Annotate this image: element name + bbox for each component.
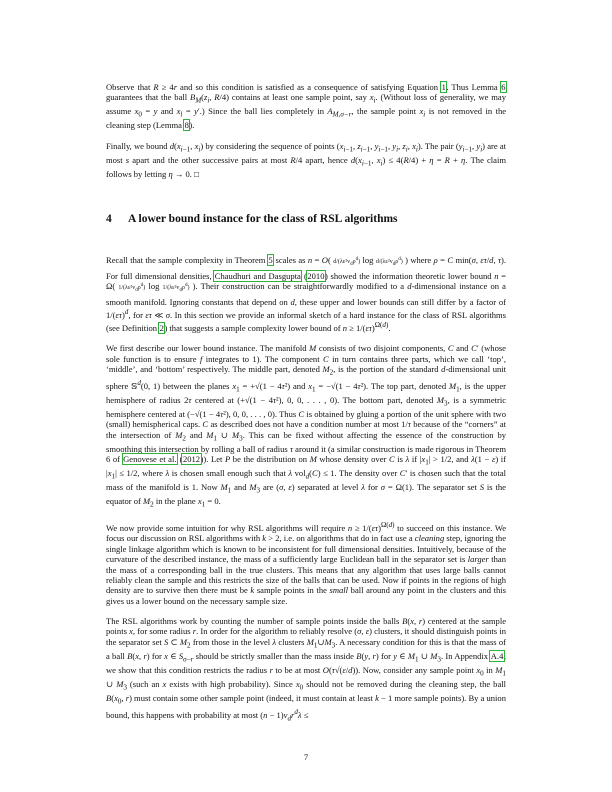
paragraph-finally: Finally, we bound $d(x_{i-1}$, $x_i$) by considering the sequence of points ($x_{i-1}$, $z_{i-1}$, $y_{i-1}$, $y_i$, $z_i$, $x_i$). The pair ($y_{i-1}$, $y_i$) are at most s apart and the other successive pairs at most R/4 apart, hence $d(x_{i-1}$, $x_i) \le 4(R/4) + \eta = R + \eta$. The claim follows by letting η → 0. □ xyxy=(106,140,507,179)
ref-appendix-a4[interactable]: A.4 xyxy=(490,650,504,661)
section-heading xyxy=(106,213,506,225)
paragraph-observe: Observe that R ≥ 4r and so this condition is satisfied as a consequence of satisfying Equation 1. Thus Lemma 6 guarantees that the ball $B_M(z_i$, R/4) contains at least one sample point, say $x_i$. (Without loss of generality, we may assume $x_0 = y$ and $x_l = y'$.) Since the ball lies completely in $A_{M,\sigma-r}$, the sample point $x_i$ is not removed in the cleaning step (Lemma 8). xyxy=(106,82,507,131)
ref-year-2010[interactable]: 2010 xyxy=(307,270,325,281)
ref-chaudhuri-dasgupta[interactable]: Chaudhuri and Dasgupta xyxy=(214,270,301,281)
paragraph-recall: Recall that the sample complexity in Theorem 5 scales as n = O( $d/(\lambda\varepsilon^2v_d\rho^d)$ $\log d/(\lambda\varepsilon^2v_d\rho^d)$ ) where ρ = C min(σ, ετ/d, τ). For full dimensional densities, Chaudhuri and Dasgupta (2010) showed the information theoretic lower bound n = Ω( $1/(\lambda\varepsilon^2v_d\rho^d)$ $\log 1/(\lambda\varepsilon^2v_d\rho^d)$ ). Their construction can be straightforwardly modified to a d-dimensional instance on a smooth manifold. Ignoring constants that depend on d, these upper and lower bounds can still differ by a factor of $1/(\varepsilon\tau)^d$, for ετ ≪ σ. In this section we provide an informal sketch of a hard instance for the class of RSL algorithms (see Definition 2) that suggests a sample complexity lower bound of $n \ge 1/(\varepsilon\tau)^{\Omega(d)}$. xyxy=(106,255,507,333)
section-title: A lower bound instance for the class of RSL algorithms xyxy=(128,213,398,226)
ref-equation-1[interactable]: 1 xyxy=(441,82,446,92)
ref-lemma-8[interactable]: 8 xyxy=(184,120,189,131)
paragraph-intuition: We now provide some intuition for why RSL algorithms will require $n \ge 1/(\varepsilon\tau)^{\Omega(d)}$ to succeed on this instance. We focus our discussion on RSL algorithms with k > 2, i.e. on algorithms that do in fact use a cleaning step, ignoring the single linkage algorithm which is known to be inconsistent for full dimensional densities. Intuitively, because of the curvature of the described instance, the mass of a sufficiently large Euclidean ball in the separator set is larger than the mass of a corresponding ball in the true clusters. This means that any algorithm that uses large balls cannot reliably clean the sample and this restricts the size of the balls that can be used. Now if points in the regions of high density are to survive then there must be k sample points in the small ball around any point in the clusters and this gives us a lower bound on the necessary sample size. xyxy=(106,521,507,606)
ref-genovese[interactable]: Genovese et al. xyxy=(123,454,177,465)
paragraph-rsl-counting: The RSL algorithms work by counting the number of sample points inside the balls B(x, r) centered at the sample points x, for some radius r. In order for the algorithm to reliably resolve (σ, ε) clusters, it should distinguish points in the separator set S ⊂ $M_2$ from those in the level λ clusters $M_1\cup M_3$. A necessary condition for this is that the mass of a ball B(x, r) for x ∈ $S_{\sigma-r}$ should be strictly smaller than the mass inside B(y, r) for y ∈ $M_1$ ∪ $M_3$. In Appendix A.4, we show that this condition restricts the radius r to be at most O(τ√(ε/d)). Now, consider any sample point $x_0$ in $M_1$ ∪ $M_3$ (such an x exists with high probability). Since $x_0$ should not be removed during the cleaning step, the ball $B(x_0$, r) must contain some other sample point (indeed, it must contain at least k − 1 more sample points). By a union bound, this happens with probability at most $(n - 1)v_dr^d\lambda$ ≤ xyxy=(106,615,507,723)
page-body xyxy=(106,82,506,724)
ref-year-2012[interactable]: 2012 xyxy=(182,454,201,465)
page-number: 7 xyxy=(303,752,309,762)
ref-theorem-5[interactable]: 5 xyxy=(268,255,273,266)
ref-lemma-6[interactable]: 6 xyxy=(501,82,506,92)
section-number: 4 xyxy=(106,213,112,226)
ref-definition-2[interactable]: 2 xyxy=(159,323,164,333)
paragraph-lower-bound-instance: We first describe our lower bound instance. The manifold M consists of two disjoint components, C and C′ (whose sole function is to ensure f integrates to 1). The component C in turn contains three parts, which we call ‘top’, ‘middle’, and ‘bottom’ respectively. The middle part, denoted $M_2$, is the portion of the standard d-dimensional unit sphere 𝕊$^d$(0, 1) between the planes $x_1 = +√(1 - 4\tau^2)$ and $x_1 = -√(1 - 4\tau^2)$. The top part, denoted $M_1$, is the upper hemisphere of radius 2τ centered at (+√(1 − 4τ²), 0, 0, . . . , 0). The bottom part, denoted $M_3$, is a symmetric hemisphere centered at (−√(1 − 4τ²), 0, 0, . . . , 0). Thus C is obtained by gluing a portion of the unit sphere with two (small) hemispherical caps. C as described does not have a condition number at most 1/τ because of the “corners” at the intersection of $M_2$ and $M_1$ ∪ $M_3$. This can be fixed without affecting the essence of the construction by smoothing this intersection by rolling a ball of radius τ around it (a similar construction is made rigorous in Theorem 6 of Genovese et al. (2012)). Let P be the distribution on M whose density over C is λ if $|x_1| > 1/2$, and λ(1 − ε) if $|x_1| \le 1/2$, where λ is chosen small enough such that λ vol$_d$(C) ≤ 1. The density over C′ is chosen such that the total mass of the manifold is 1. Now $M_1$ and $M_3$ are (σ, ε) separated at level λ for σ = Ω(1). The separator set S is the equator of $M_2$ in the plane $x_1 = 0$. xyxy=(106,343,507,509)
